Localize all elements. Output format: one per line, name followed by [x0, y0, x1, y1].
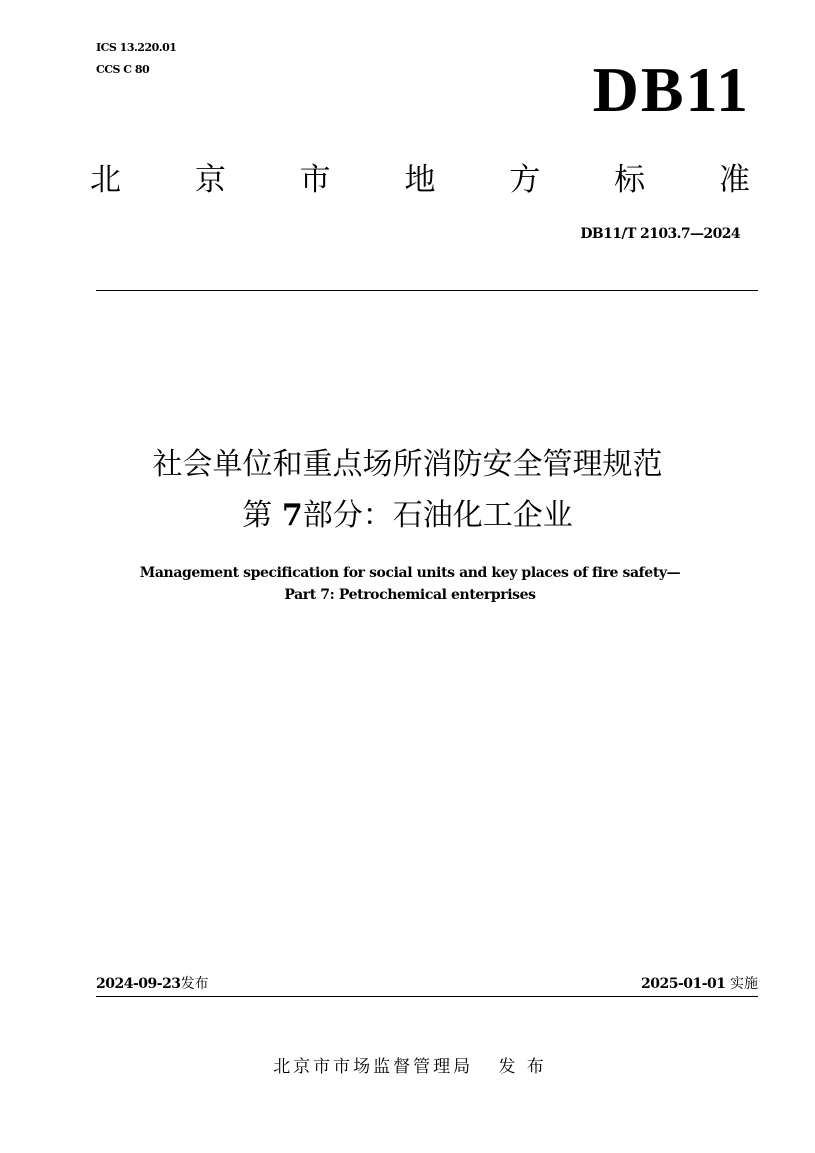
- chinese-title-line2: [60, 496, 755, 536]
- chinese-title-line1: 社会单位和重点场所消防安全管理规范: [152, 447, 663, 482]
- standard-type-char: 市: [299, 162, 331, 198]
- ccs-code: CCS C 80: [96, 63, 150, 76]
- english-title-line2: Part 7: Petrochemical enterprises: [284, 587, 536, 603]
- db-logo: DB11: [592, 54, 750, 125]
- standard-type-char: 京: [194, 162, 226, 198]
- top-divider: [96, 290, 758, 291]
- implement-label: 实施: [730, 976, 758, 992]
- issue-label: 发布: [180, 976, 209, 992]
- bottom-divider: [96, 996, 758, 997]
- standard-type-char: 北: [90, 162, 121, 198]
- standard-type-char: 地: [404, 162, 436, 198]
- implement-date: 2025-01-01: [640, 976, 726, 992]
- publisher-line: [60, 1055, 760, 1079]
- ics-code: ICS 13.220.01: [96, 41, 177, 54]
- part-prefix: 第: [242, 498, 273, 533]
- publish-label: 发 布: [498, 1057, 547, 1077]
- standard-type-char: 标: [614, 162, 646, 198]
- english-title-line1: Management specification for social units and key places of fire safety—: [139, 565, 681, 581]
- standard-type-char: 准: [718, 162, 750, 198]
- standard-code: DB11/T 2103.7—2024: [580, 226, 740, 242]
- part-number: 7: [281, 498, 303, 533]
- issue-date: 2024-09-23: [96, 976, 181, 992]
- publisher-name: 北京市市场监督管理局: [273, 1057, 474, 1077]
- standard-type-char: 方: [509, 162, 541, 198]
- part-suffix: 部分：石油化工企业: [302, 498, 573, 533]
- issue-info: [96, 974, 209, 994]
- standard-type: [90, 158, 750, 202]
- implement-info: [500, 974, 758, 994]
